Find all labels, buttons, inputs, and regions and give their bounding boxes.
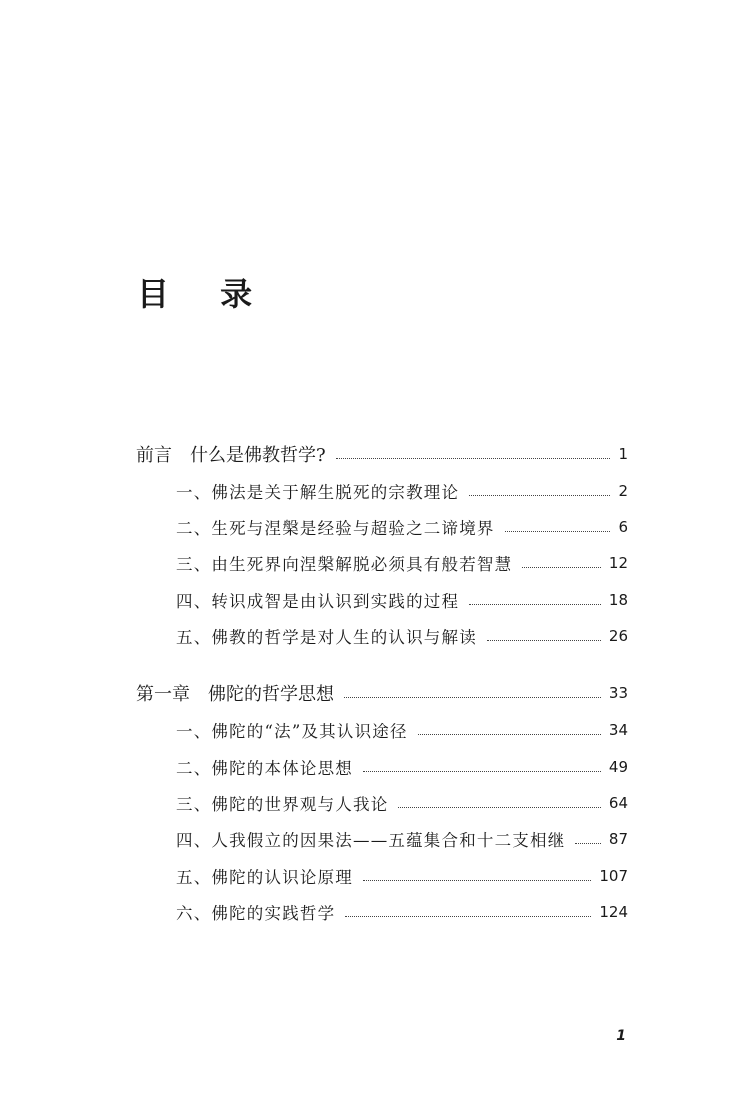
toc-page-number: 26 — [608, 627, 628, 645]
dot-leader — [575, 843, 601, 844]
dot-leader — [487, 640, 601, 641]
toc-page-number: 18 — [608, 591, 628, 609]
dot-leader — [345, 916, 591, 917]
toc-section-label: 四、转识成智是由认识到实践的过程 — [176, 592, 460, 611]
page-title: 目 录 — [137, 275, 273, 313]
dot-leader — [344, 697, 601, 698]
dot-leader — [522, 567, 601, 568]
toc-section-label: 二、生死与涅槃是经验与超验之二谛境界 — [176, 519, 495, 538]
toc-page-number: 124 — [599, 903, 628, 921]
toc-section-label: 五、佛教的哲学是对人生的认识与解读 — [176, 628, 477, 647]
dot-leader — [418, 734, 601, 735]
toc-entry-section[interactable] — [176, 788, 628, 818]
page-folio: 1 — [616, 1028, 626, 1044]
toc-chapter-prefix: 第一章 — [136, 684, 190, 705]
toc-entry-section[interactable] — [176, 476, 628, 506]
toc-entry-section[interactable] — [176, 824, 628, 854]
dot-leader — [363, 771, 601, 772]
toc-section-label: 三、由生死界向涅槃解脱必须具有般若智慧 — [176, 555, 513, 574]
toc-page-number: 34 — [608, 721, 628, 739]
toc-entry-section[interactable] — [176, 715, 628, 745]
toc-entry-section[interactable] — [176, 548, 628, 578]
toc-page-number: 107 — [599, 867, 628, 885]
toc-section-label: 三、佛陀的世界观与人我论 — [176, 795, 389, 814]
dot-leader — [363, 880, 591, 881]
dot-leader — [398, 807, 601, 808]
toc-chapter-prefix: 前言 — [136, 445, 172, 466]
toc-entry-label — [136, 680, 334, 706]
toc-page-number: 2 — [618, 482, 628, 500]
toc-page-number: 33 — [608, 684, 628, 702]
toc-entry-section[interactable] — [176, 861, 628, 891]
toc-chapter-title: 佛陀的哲学思想 — [208, 684, 334, 705]
toc-entry-section[interactable] — [176, 752, 628, 782]
toc-page-number: 6 — [618, 518, 628, 536]
dot-leader — [505, 531, 611, 532]
toc-page-number: 1 — [618, 445, 628, 463]
toc-entry-chapter-1[interactable] — [136, 678, 628, 708]
toc-entry-section[interactable] — [176, 621, 628, 651]
toc-page-number: 64 — [608, 794, 628, 812]
dot-leader — [336, 458, 611, 459]
toc-entry-section[interactable] — [176, 512, 628, 542]
toc-entry-label — [136, 441, 326, 467]
toc-page-number: 12 — [608, 554, 628, 572]
dot-leader — [469, 604, 601, 605]
toc-section-label: 四、人我假立的因果法——五蕴集合和十二支相继 — [176, 831, 566, 850]
toc-entry-preface[interactable] — [136, 439, 628, 469]
toc-section-label: 一、佛法是关于解生脱死的宗教理论 — [176, 483, 460, 502]
toc-section-label: 一、佛陀的“法”及其认识途径 — [176, 722, 408, 741]
toc-chapter-title: 什么是佛教哲学? — [190, 445, 326, 466]
toc-entry-section[interactable] — [176, 897, 628, 927]
toc-section-label: 五、佛陀的认识论原理 — [176, 868, 353, 887]
dot-leader — [469, 495, 610, 496]
toc-entry-section[interactable] — [176, 585, 628, 615]
toc-page-number: 87 — [608, 830, 628, 848]
toc-section-label: 六、佛陀的实践哲学 — [176, 904, 336, 923]
toc-section-label: 二、佛陀的本体论思想 — [176, 759, 353, 778]
toc-page-number: 49 — [608, 758, 628, 776]
